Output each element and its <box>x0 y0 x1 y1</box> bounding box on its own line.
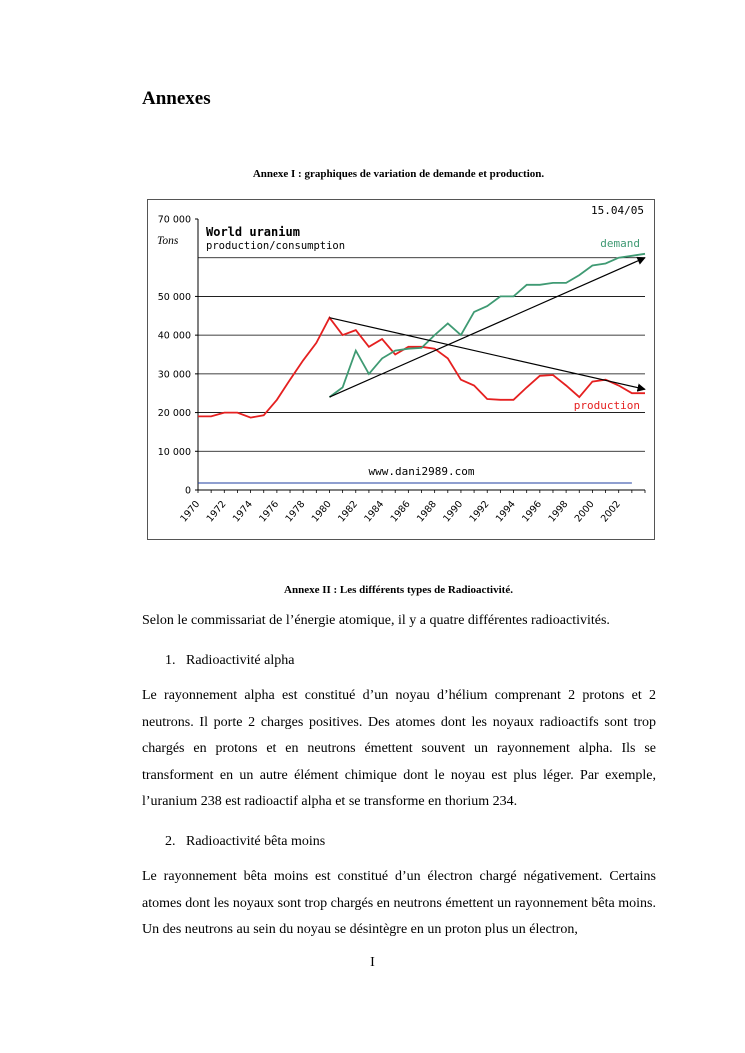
annex1-caption: Annexe I : graphiques de variation de demande et production. <box>252 168 545 180</box>
y-tick-label: 70 000 <box>157 214 191 226</box>
chart-subtitle: production/consumption <box>206 240 346 252</box>
x-tick-label: 1972 <box>204 498 229 525</box>
intro-paragraph: Selon le commissariat de l’énergie atomique, il y a quatre différentes radioactivités. <box>142 613 610 628</box>
uranium-chart <box>147 199 655 540</box>
x-tick-label: 1992 <box>467 498 492 525</box>
chart-title: World uranium <box>206 225 300 239</box>
chart-svg <box>147 199 655 540</box>
production-label: production <box>573 399 640 412</box>
annex2-caption: Annexe II : Les différents types de Radioactivité. <box>284 584 513 596</box>
list-item-number: 2. <box>165 834 176 849</box>
beta-paragraph: Le rayonnement bêta moins est constitué d’un électron chargé négativement. Certains atomes dont les noyaux sont trop chargés en neutrons émettent un rayonnement bêta moins. Un des neutrons au sein du noyau se désintègre en un proton plus un électron, <box>142 869 656 937</box>
x-tick-label: 1974 <box>230 498 255 525</box>
x-tick-label: 1996 <box>520 498 545 525</box>
y-axis-label: Tons <box>157 235 179 247</box>
x-tick-label: 1978 <box>283 498 308 525</box>
list-item-beta <box>165 834 325 850</box>
page-number: I <box>370 955 375 970</box>
x-tick-label: 1998 <box>546 498 571 525</box>
y-tick-label: 30 000 <box>157 369 191 381</box>
x-tick-label: 1986 <box>388 498 413 525</box>
alpha-paragraph: Le rayonnement alpha est constitué d’un noyau d’hélium comprenant 2 protons et 2 neutrons. Il porte 2 charges positives. Des atomes dont les noyaux radioactifs sont trop chargés en protons et en neutrons émettent souvent un rayonnement alpha. Ils se transforment en un autre élément chimique dont le noyau est plus léger. Par exemple, l’uranium 238 est radioactif alpha et se transforme en thorium 234. <box>142 688 656 809</box>
list-item-number: 1. <box>165 653 176 668</box>
chart-watermark: www.dani2989.com <box>368 465 475 478</box>
x-tick-label: 1982 <box>336 498 361 525</box>
x-tick-label: 1990 <box>441 498 466 525</box>
x-tick-label: 2000 <box>572 498 597 525</box>
y-tick-label: 50 000 <box>157 291 191 303</box>
demand-label: demand <box>600 237 640 250</box>
page-heading: Annexes <box>142 88 211 109</box>
x-tick-label: 1970 <box>178 498 203 525</box>
x-tick-label: 1976 <box>257 498 282 525</box>
list-item-alpha <box>165 653 294 669</box>
y-tick-label: 40 000 <box>157 330 191 342</box>
list-item-title: Radioactivité bêta moins <box>186 834 326 849</box>
y-tick-label: 0 <box>184 485 191 497</box>
y-tick-label: 20 000 <box>157 408 191 420</box>
x-tick-label: 1994 <box>493 498 518 525</box>
x-tick-label: 1988 <box>414 498 439 525</box>
x-tick-label: 2002 <box>599 498 624 525</box>
y-tick-label: 10 000 <box>157 446 191 458</box>
chart-date: 15.04/05 <box>591 204 644 217</box>
x-tick-label: 1980 <box>309 498 334 525</box>
x-tick-label: 1984 <box>362 498 387 525</box>
list-item-title: Radioactivité alpha <box>186 653 295 668</box>
